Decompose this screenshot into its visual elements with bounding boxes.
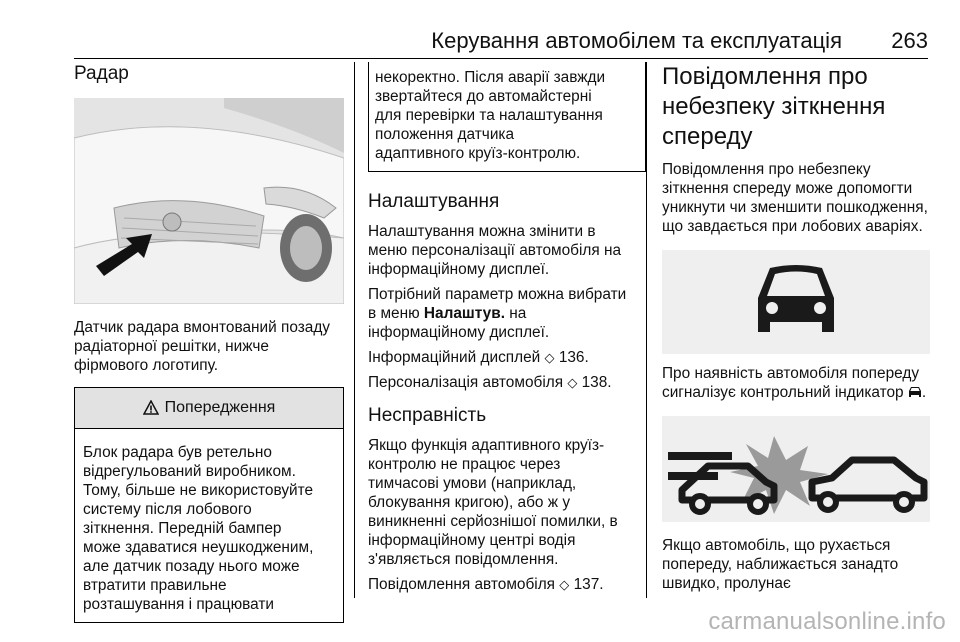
header-divider <box>74 58 928 59</box>
warning-line: систему після лобового <box>83 501 252 518</box>
column-divider-2 <box>646 62 647 598</box>
radar-heading: Радар <box>74 63 129 84</box>
warning-body <box>75 429 343 622</box>
column-3 <box>662 62 930 593</box>
watermark: carmanualsonline.info <box>708 608 946 635</box>
settings-paragraph-1: Налаштування можна змінити в меню персоналізації автомобіля на інформаційному дисплеї. <box>368 223 622 278</box>
vehicle-ahead-indicator-box <box>662 250 930 354</box>
warning-line: відрегульований виробником. <box>83 463 296 480</box>
reference-page: 136. <box>558 349 589 366</box>
chapter-title: Керування автомобілем та експлуатація <box>431 28 842 53</box>
reference-page: 137. <box>573 576 604 593</box>
vehicle-ahead-small-icon <box>908 386 922 398</box>
fault-heading: Несправність <box>368 405 487 426</box>
collision-outro: Якщо автомобіль, що рухається попереду, наближається занадто швидко, пролунає <box>662 537 899 592</box>
reference-personalization[interactable] <box>368 373 634 392</box>
settings-text: Потрібний параметр можна вибрати в меню <box>368 286 627 322</box>
reference-text: Інформаційний дисплей <box>368 349 541 366</box>
collision-illustration-box <box>662 416 930 522</box>
reference-vehicle-messages[interactable] <box>368 575 634 594</box>
column-divider-1 <box>354 62 355 598</box>
reference-info-display[interactable] <box>368 348 634 367</box>
page-number: 263 <box>891 28 928 53</box>
car-front-illustration <box>74 98 344 304</box>
column-2 <box>368 62 634 594</box>
warning-line: некоректно. Після аварії завжди <box>375 69 606 86</box>
page-reference-icon: ◇ <box>567 375 578 390</box>
collision-icon <box>662 416 930 522</box>
warning-title: Попередження <box>164 399 276 416</box>
settings-text: на інформаційному дисплеї. <box>368 305 550 341</box>
reference-text: Персоналізація автомобіля <box>368 374 564 391</box>
warning-line: може здаватися неушкодженим, <box>83 539 314 556</box>
indicator-paragraph: Про наявність автомобіля попереду сигналізує контрольний індикатор . <box>662 365 927 401</box>
warning-box <box>74 387 344 623</box>
warning-line: Тому, більше не використовуйте <box>83 482 314 499</box>
warning-line: втратити правильне <box>83 577 227 594</box>
settings-heading: Налаштування <box>368 191 500 212</box>
page-reference-icon: ◇ <box>559 577 570 592</box>
page-reference-icon: ◇ <box>544 350 555 365</box>
warning-line: але датчик позаду нього може <box>83 558 300 575</box>
warning-box-continued <box>368 62 646 172</box>
settings-menu-name: Налаштув. <box>423 305 505 322</box>
reference-page: 138. <box>581 374 612 391</box>
warning-line: адаптивного круїз-контролю. <box>375 145 581 162</box>
warning-icon <box>143 400 159 416</box>
warning-line: звертайтеся до автомайстерні <box>375 88 592 105</box>
reference-text: Повідомлення автомобіля <box>368 576 556 593</box>
warning-line: для перевірки та налаштування <box>375 107 603 124</box>
radar-caption: Датчик радара вмонтований позаду радіаторної решітки, нижче фірмового логотипу. <box>74 319 330 374</box>
indicator-text: Про наявність автомобіля попереду сигналізує контрольний індикатор <box>662 365 920 401</box>
collision-intro: Повідомлення про небезпеку зіткнення спереду може допомогти уникнути чи зменшити пошкодження, що завдається при лобових аваріях. <box>662 161 928 235</box>
warning-line: розташування і працювати <box>83 596 275 613</box>
page-header <box>0 24 960 58</box>
warning-header <box>75 388 343 429</box>
warning-line: положення датчика <box>375 126 515 143</box>
collision-alert-heading: Повідомлення про небезпеку зіткнення спереду <box>662 63 886 150</box>
radar-location-photo <box>74 98 344 304</box>
vehicle-ahead-icon <box>662 250 930 354</box>
column-1 <box>74 62 344 623</box>
settings-paragraph-2 <box>368 285 634 342</box>
warning-line: зіткнення. Передній бампер <box>83 520 282 537</box>
warning-line: Блок радара був ретельно <box>83 444 272 461</box>
fault-paragraph: Якщо функція адаптивного круїз-контролю не працює через тимчасові умови (наприклад, блокування кригою), або ж у виникненні серйознішої помилки, в інформаційному центрі водія з'являється повідомлення. <box>368 437 618 568</box>
